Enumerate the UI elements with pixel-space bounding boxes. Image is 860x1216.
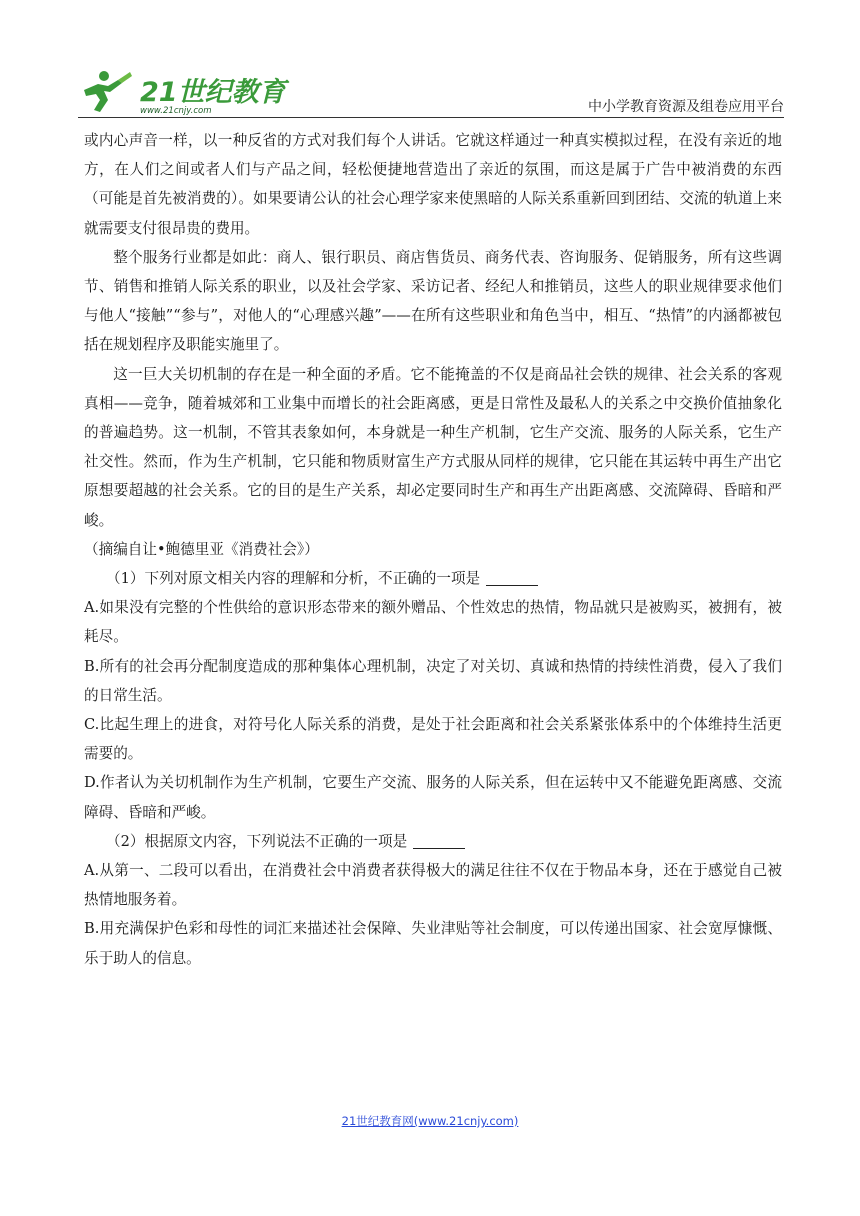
source-citation: （摘编自让•鲍德里亚《消费社会》） — [84, 540, 319, 558]
logo-text: 21世纪教育 — [140, 77, 286, 108]
question-1-option-b: B.所有的社会再分配制度造成的那种集体心理机制，决定了对关切、真诚和热情的持续性消费，侵入了我们的日常生活。 — [84, 657, 782, 704]
document-body — [84, 126, 782, 973]
answer-blank — [486, 569, 538, 586]
question-2-option-b: B.用充满保护色彩和母性的词汇来描述社会保障、失业津贴等社会制度，可以传递出国家、社会宽厚慷慨、乐于助人的信息。 — [84, 920, 782, 967]
question-1-stem: （1）下列对原文相关内容的理解和分析，不正确的一项是 — [84, 564, 782, 593]
page-header — [78, 64, 784, 118]
question-1-option-d: D.作者认为关切机制作为生产机制，它要生产交流、服务的人际关系，但在运转中又不能避免距离感、交流障碍、昏暗和严峻。 — [84, 774, 782, 821]
header-divider — [78, 117, 784, 118]
logo-url: www.21cnjy.com — [140, 106, 212, 116]
platform-name: 中小学教育资源及组卷应用平台 — [588, 99, 784, 115]
paragraph-1: 或内心声音一样，以一种反省的方式对我们每个人讲话。它就这样通过一种真实模拟过程，在没有亲近的地方，在人们之间或者人们与产品之间，轻松便捷地营造出了亲近的氛围，而这是属于广告中被消费的东西（可能是首先被消费的）。如果要请公认的社会心理学家来使黑暗的人际关系重新回到团结、交流的轨道上来就需要支付很昂贵的费用。 — [84, 132, 782, 237]
question-1-option-a: A.如果没有完整的个性供给的意识形态带来的额外赠品、个性效忠的热情，物品就只是被购买，被拥有，被耗尽。 — [84, 599, 782, 646]
logo — [78, 68, 286, 116]
question-2-stem: （2）根据原文内容，下列说法不正确的一项是 — [84, 827, 782, 856]
page-footer — [0, 1113, 860, 1129]
paragraph-2: 整个服务行业都是如此：商人、银行职员、商店售货员、商务代表、咨询服务、促销服务，所有这些调节、销售和推销人际关系的职业，以及社会学家、采访记者、经纪人和推销员，这些人的职业规律要求他们与他人“接触”“参与”，对他人的“心理感兴趣”——在所有这些职业和角色当中，相互、“热情”的内涵都被包括在规划程序及职能实施里了。 — [84, 248, 782, 354]
answer-blank — [413, 832, 465, 849]
running-figure-icon — [84, 71, 132, 112]
footer-link[interactable]: 21世纪教育网(www.21cnjy.com) — [341, 1114, 519, 1128]
question-2-option-a: A.从第一、二段可以看出，在消费社会中消费者获得极大的满足往往不仅在于物品本身，还在于感觉自己被热情地服务着。 — [84, 862, 782, 909]
paragraph-3: 这一巨大关切机制的存在是一种全面的矛盾。它不能掩盖的不仅是商品社会铁的规律、社会关系的客观真相——竞争，随着城郊和工业集中而增长的社会距离感，更是日常性及最私人的关系之中交换价值抽象化的普遍趋势。这一机制，不管其表象如何，本身就是一种生产机制，它生产交流、服务的人际关系，它生产社交性。然而，作为生产机制，它只能和物质财富生产方式服从同样的规律，它只能在其运转中再生产出它原想要超越的社会关系。它的目的是生产关系，却必定要同时生产和再生产出距离感、交流障碍、昏暗和严峻。 — [84, 365, 782, 529]
question-1-option-c: C.比起生理上的进食，对符号化人际关系的消费，是处于社会距离和社会关系紧张体系中的个体维持生活更需要的。 — [84, 716, 782, 763]
